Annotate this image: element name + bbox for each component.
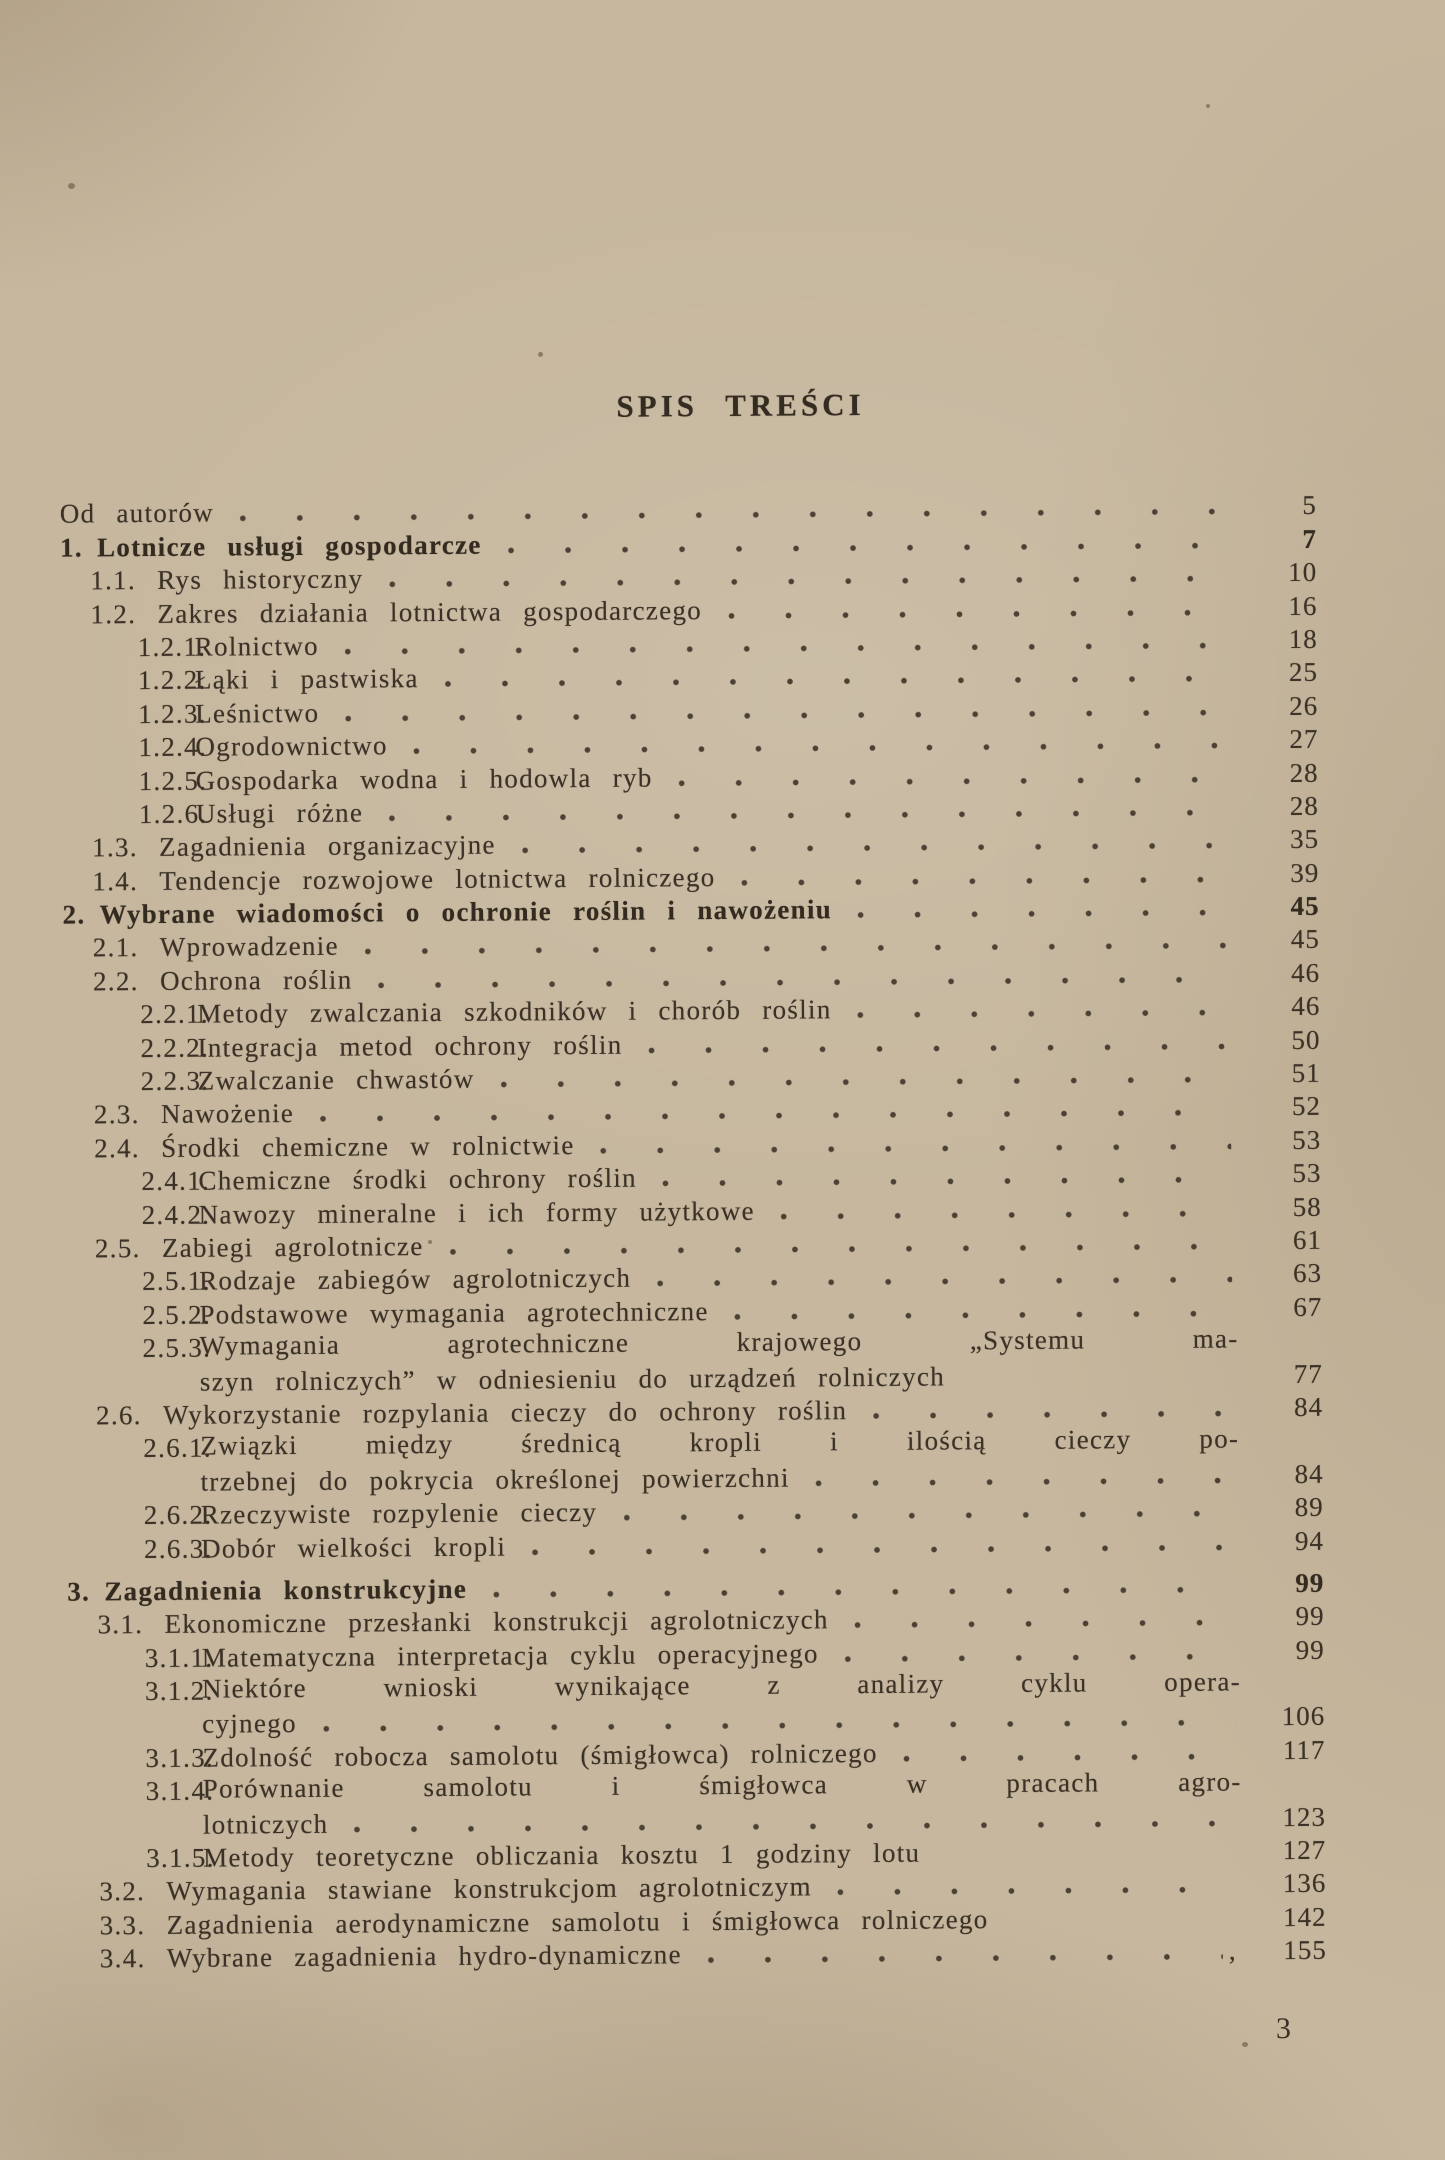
dot-leader [323,1716,1235,1734]
toc-page-number: 77 [1293,1358,1323,1389]
dot-leader [845,1649,1235,1664]
toc-page-number: 39 [1290,857,1320,888]
toc-entry-number: 2.6.3. [143,1533,213,1564]
toc-entry-number: 3.4. [99,1943,146,1974]
toc-entry-number: 3.1.1. [144,1642,214,1673]
toc-entry-title: Wymagania agrotechniczne krajowego „Systemu ma- [199,1323,1239,1361]
dot-leader [365,939,1230,957]
toc-entry-number: 2.1. [92,932,139,963]
dot-leader [946,1849,1236,1863]
toc-entry-title: Chemiczne środki ochrony roślin [198,1162,638,1196]
toc-page-number: 61 [1292,1224,1322,1256]
toc-page-number: 50 [1291,1024,1321,1055]
dot-leader [493,1582,1234,1599]
toc-page-number: 155 [1283,1934,1327,1966]
dot-leader [679,772,1229,788]
toc-entry-number: 2. [62,899,86,930]
toc-entry-title: lotniczych [202,1808,329,1840]
toc-entry-title: Ekonomiczne przesłanki konstrukcji agrolotniczych [164,1604,829,1640]
toc-entry-number: 1.2.6. [138,798,208,829]
toc-entry-title: szyn rolniczych” w odniesieniu do urządzeń rolniczych [199,1361,946,1397]
dot-leader [240,505,1227,524]
dot-leader [728,605,1228,620]
dot-leader [735,1306,1233,1321]
toc-entry-title: trzebnej do pokrycia określonej powierzchni [200,1462,790,1497]
toc-entry-title: Zakres działania lotnictwa gospodarczego [157,594,703,629]
dot-leader [389,572,1227,590]
toc-entry-number: 2.5.1. [142,1265,211,1297]
dot-leader [601,1139,1232,1155]
toc-entry-title: Leśnictwo [195,697,320,729]
toc-entry-number: 2.4.2. [141,1199,211,1230]
toc-entry-number: 3.1.4. [145,1775,215,1807]
toc-entry-number: 3.1.2. [144,1675,214,1707]
toc-entry-number: 1.2.5. [138,765,208,796]
toc-page-number: 18 [1288,623,1318,654]
toc-entry-number: 3.2. [99,1876,146,1907]
dot-leader [532,1540,1234,1557]
toc-page-number: 84 [1293,1391,1324,1422]
toc-page-number: 28 [1289,757,1319,788]
dot-leader [838,1883,1237,1898]
toc-page-number: 27 [1289,723,1319,755]
toc-entry-title: Zagadnienia konstrukcyjne [104,1573,468,1607]
toc-page-number: 136 [1282,1868,1327,1899]
dot-leader [663,1173,1232,1189]
toc-entry-title: Gospodarka wodna i hodowla ryb [195,761,653,796]
toc-entry-number: 2.6.1. [143,1432,212,1464]
toc-page-number: 63 [1293,1258,1323,1289]
dot-leader [414,739,1229,757]
page-title: SPIS TREŚCI [616,386,865,424]
toc-page-number: 53 [1292,1158,1322,1189]
dot-leader [501,1072,1231,1089]
toc-entry-number: 2.4.1. [141,1165,211,1197]
toc-page-number: 106 [1281,1701,1326,1732]
toc-entry-title: Nawożenie [160,1098,295,1130]
dot-leader [623,1507,1234,1523]
dot-leader [781,1206,1232,1221]
toc-list [60,488,1327,1975]
toc-entry-number: 3.1.3. [145,1742,215,1773]
dot-leader [904,1749,1236,1763]
toc-page-number: 142 [1283,1901,1327,1932]
toc-entry-title: Rolnictwo [194,630,320,662]
dot-leader [1015,1916,1237,1930]
toc-page-number: 99 [1295,1567,1325,1598]
toc-entry-number: 2.6.2. [143,1499,213,1531]
toc-page-number: 89 [1294,1491,1324,1523]
toc-entry-number: 1.2.1. [137,631,207,663]
toc-entry-number: 2.2.1. [140,998,209,1030]
dot-leader [708,1950,1223,1966]
toc-entry-title: Wymagania stawiane konstrukcjom agrolotniczym [166,1871,812,1907]
toc-page-number: 53 [1292,1124,1322,1155]
toc-entry-title: Tendencje rozwojowe lotnictwa rolniczego [159,861,716,896]
toc-entry-number: 1.4. [92,865,139,897]
toc-page-number: 45 [1290,924,1320,955]
toc-entry-title: Niektóre wnioski wynikające z analizy cyklu opera- [201,1666,1242,1704]
dot-leader [855,1616,1235,1631]
toc-entry-number: 2.5. [94,1233,141,1264]
toc-page-number: 28 [1289,790,1319,821]
dot-leader [858,1006,1231,1021]
dot-leader [873,1406,1233,1421]
toc-page-number: 99 [1295,1601,1325,1632]
toc-entry-title: Wykorzystanie rozpylania cieczy do ochrony roślin [162,1395,848,1430]
dot-leader [508,538,1227,555]
toc-entry-title: Ochrona roślin [159,964,353,996]
dot-leader [858,906,1230,921]
toc-entry-number: 3.1. [97,1609,144,1640]
toc-page-number: 67 [1293,1291,1323,1322]
toc-entry-title: Zagadnienia organizacyjne [159,829,496,863]
toc-entry-title: Od autorów [59,497,215,530]
toc-page-number: 46 [1290,957,1321,988]
toc-page-number: 84 [1294,1458,1324,1489]
toc-entry-number: 1.2.3. [138,698,207,729]
toc-entry-number: 1. [59,532,83,563]
toc-entry-title: Łąki i pastwiska [194,663,419,696]
toc-page-number: 10 [1288,557,1318,588]
dot-leader [320,1106,1231,1124]
toc-entry-title: Rys historyczny [157,563,364,596]
toc-entry-title: Nawozy mineralne i ich formy użytkowe [198,1195,755,1230]
dot-leader [522,839,1229,856]
toc-entry-title: Usługi różne [195,797,364,829]
toc-page-number: 7 [1302,523,1318,554]
toc-entry-number: 1.2.2. [137,664,207,696]
toc-page-number: 5 [1302,490,1317,521]
toc-page-number: 16 [1288,590,1318,621]
dot-leader [648,1039,1230,1055]
toc-entry-title: Podstawowe wymagania agrotechniczne [199,1295,709,1330]
toc-page-number: 26 [1289,690,1319,721]
toc-entry-number: 2.4. [94,1132,141,1164]
toc-entry-number: 2.6. [95,1400,142,1431]
toc-entry-title: Zagadnienia aerodynamiczne samolotu i śmigłowca rolniczego [166,1903,989,1940]
page-number: 3 [1275,2012,1292,2046]
toc-entry-number: 2.2.3. [140,1065,210,1097]
toc-entry-title: Matematyczna interpretacja cyklu operacyjnego [201,1638,819,1673]
toc-page-number: 99 [1295,1634,1325,1665]
toc-entry-title: Metody zwalczania szkodników i chorób roślin [197,994,832,1029]
toc-entry-title: Wybrane wiadomości o ochronie roślin i nawożeniu [99,894,833,930]
toc-entry-number: 3. [67,1576,91,1607]
toc-page-number: 127 [1282,1834,1327,1866]
toc-page-number: 35 [1289,824,1320,855]
toc-entry-title: Związki między średnicą kropli i ilością cieczy po- [200,1423,1240,1461]
toc-entry-title: Wprowadzenie [159,931,339,963]
toc-entry-number: 2.5.3. [142,1332,212,1364]
toc-entry-number: 2.3. [93,1099,140,1130]
toc-page-number: 45 [1290,890,1320,922]
dot-leader [345,638,1228,656]
toc-entry-title: Dobór wielkości kropli [200,1531,507,1564]
toc-entry-number: 1.2.4. [138,731,208,763]
toc-entry-number: 1.1. [90,565,137,596]
toc-entry-title: Rzeczywiste rozpylenie cieczy [200,1496,598,1530]
toc-entry-number: 3.1.5. [146,1842,215,1874]
leader-suffix: , [1228,1935,1237,1966]
dot-leader [450,1239,1232,1256]
toc-entry-title: Wybrane zagadnienia hydro-dynamiczne [166,1939,682,1974]
toc-page-number: 94 [1294,1525,1325,1556]
dot-leader [741,872,1229,887]
dot-leader [657,1273,1232,1289]
toc-entry-title: Integracja metod ochrony roślin [197,1029,623,1063]
toc-entry-number: 1.3. [92,832,138,863]
toc-entry-title: cyjnego [202,1708,297,1740]
dot-leader [389,805,1229,823]
toc-page-number: 58 [1292,1191,1322,1222]
dot-leader [345,705,1228,723]
dot-leader [971,1373,1233,1387]
dot-leader [378,972,1230,990]
toc-entry-number: 2.2.2. [140,1032,210,1063]
toc-page-number: 123 [1282,1801,1327,1832]
toc-entry-title: Zdolność robocza samolotu (śmigłowca) rolniczego [202,1737,878,1773]
toc-page-number: 117 [1282,1734,1326,1765]
toc-entry-title: Metody teoretyczne obliczania kosztu 1 godziny lotu [203,1837,921,1873]
toc-page-number: 46 [1291,991,1321,1022]
toc-entry-title: Środki chemiczne w rolnictwie [161,1129,575,1163]
dot-leader [354,1816,1236,1834]
dot-leader [816,1473,1234,1488]
toc-entry-title: Ogrodownictwo [195,730,388,762]
dot-leader [445,672,1228,689]
toc-entry-title: Rodzaje zabiegów agrolotniczych [199,1263,632,1297]
toc-page-number: 52 [1291,1091,1322,1122]
toc-entry-title: Zwalczanie chwastów [197,1063,475,1096]
toc-entry-number: 2.5.2. [142,1299,212,1330]
toc-entry-number: 3.3. [99,1909,146,1941]
toc-entry-title: Porównanie samolotu i śmigłowca w pracach agro- [202,1766,1242,1804]
toc-entry-number: 2.2. [92,965,139,997]
toc-entry-title: Lotnicze usługi gospodarcze [96,529,482,563]
toc-entry-title: Zabiegi agrolotnicze [161,1231,424,1263]
toc-page-number: 51 [1291,1057,1321,1089]
toc-page-number: 25 [1288,657,1319,688]
toc-entry-number: 1.2. [90,598,137,629]
